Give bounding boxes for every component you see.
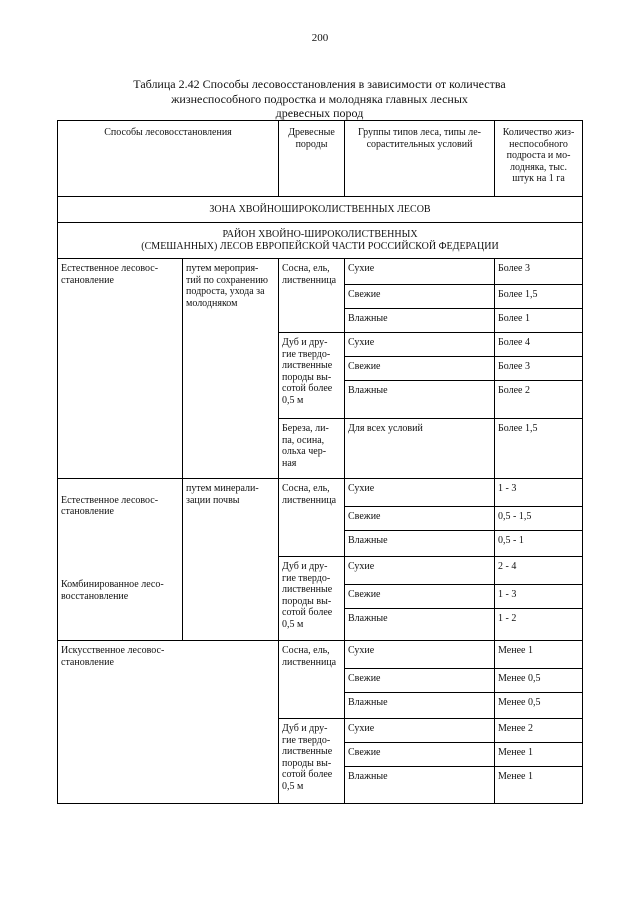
condition-cell: Влажные	[345, 309, 495, 333]
caption-line-3: древесных пород	[275, 106, 364, 120]
quantity-cell: Менее 0,5	[495, 693, 583, 719]
quantity-cell: Более 3	[495, 357, 583, 381]
condition-cell: Свежие	[345, 743, 495, 767]
table-caption	[57, 77, 582, 121]
species-cell: Сосна, ель, лиственница	[279, 479, 345, 557]
quantity-cell: Менее 1	[495, 743, 583, 767]
condition-cell: Сухие	[345, 557, 495, 585]
quantity-cell: Более 1	[495, 309, 583, 333]
quantity-cell: 0,5 - 1	[495, 531, 583, 557]
quantity-cell: Более 1,5	[495, 419, 583, 479]
method-cell	[58, 479, 183, 641]
technique-cell: путем минерали- зации почвы	[183, 479, 279, 641]
quantity-cell: 1 - 3	[495, 479, 583, 507]
quantity-cell: Менее 2	[495, 719, 583, 743]
header-method: Способы лесовосстановления	[58, 121, 279, 197]
species-cell: Сосна, ель, лиственница	[279, 259, 345, 333]
species-cell: Дуб и дру- гие твердо- лиственные породы вы- сотой более 0,5 м	[279, 719, 345, 804]
method-cell: Естественное лесовос- становление	[58, 259, 183, 479]
condition-cell: Свежие	[345, 507, 495, 531]
quantity-cell: Менее 0,5	[495, 669, 583, 693]
region-row	[58, 223, 583, 259]
header-row	[58, 121, 583, 197]
quantity-cell: Более 1,5	[495, 285, 583, 309]
condition-cell: Сухие	[345, 333, 495, 357]
technique-cell: путем мероприя- тий по сохранению подроста, ухода за молодняком	[183, 259, 279, 479]
condition-cell: Влажные	[345, 381, 495, 419]
quantity-cell: Более 2	[495, 381, 583, 419]
species-cell: Сосна, ель, лиственница	[279, 641, 345, 719]
caption-line-2: жизнеспособного подростка и молодняка главных лесных	[171, 91, 468, 106]
method-cell: Искусственное лесовос- становление	[58, 641, 279, 804]
reforestation-table	[57, 120, 583, 804]
species-cell: Береза, ли- па, осина, ольха чер- ная	[279, 419, 345, 479]
quantity-cell: Менее 1	[495, 767, 583, 804]
page-number: 200	[311, 32, 329, 44]
condition-cell: Сухие	[345, 719, 495, 743]
zone-title: ЗОНА ХВОЙНОШИРОКОЛИСТВЕННЫХ ЛЕСОВ	[58, 197, 583, 223]
condition-cell: Свежие	[345, 357, 495, 381]
species-cell: Дуб и дру- гие твердо- лиственные породы вы- сотой более 0,5 м	[279, 557, 345, 641]
condition-cell: Влажные	[345, 693, 495, 719]
condition-cell: Влажные	[345, 767, 495, 804]
condition-cell: Свежие	[345, 585, 495, 609]
species-cell: Дуб и дру- гие твердо- лиственные породы вы- сотой более 0,5 м	[279, 333, 345, 419]
quantity-cell: Более 3	[495, 259, 583, 285]
quantity-cell: 1 - 2	[495, 609, 583, 641]
quantity-cell: 0,5 - 1,5	[495, 507, 583, 531]
condition-cell: Влажные	[345, 609, 495, 641]
caption-line-1: Таблица 2.42 Способы лесовосстановления в зависимости от количества	[133, 77, 506, 91]
condition-cell: Свежие	[345, 285, 495, 309]
region-title: РАЙОН ХВОЙНО-ШИРОКОЛИСТВЕННЫХ (СМЕШАННЫХ) ЛЕСОВ ЕВРОПЕЙСКОЙ ЧАСТИ РОССИЙСКОЙ ФЕДЕРАЦИИ	[58, 223, 583, 259]
condition-cell: Сухие	[345, 479, 495, 507]
condition-cell: Для всех условий	[345, 419, 495, 479]
method-natural: Естественное лесовос- становление	[61, 494, 159, 518]
condition-cell: Сухие	[345, 641, 495, 669]
method-combined: Комбинированное лесо- восстановление	[61, 579, 164, 602]
header-quantity: Количество жиз- неспособного подроста и мо- лодняка, тыс. штук на 1 га	[495, 121, 583, 197]
condition-cell: Свежие	[345, 669, 495, 693]
table-row	[58, 259, 583, 285]
quantity-cell: 2 - 4	[495, 557, 583, 585]
quantity-cell: Более 4	[495, 333, 583, 357]
condition-cell: Влажные	[345, 531, 495, 557]
table-row	[58, 641, 583, 669]
zone-row	[58, 197, 583, 223]
condition-cell: Сухие	[345, 259, 495, 285]
quantity-cell: Менее 1	[495, 641, 583, 669]
header-species: Древесные породы	[279, 121, 345, 197]
quantity-cell: 1 - 3	[495, 585, 583, 609]
header-forest-types: Группы типов леса, типы ле- сорастительных условий	[345, 121, 495, 197]
table-row	[58, 479, 583, 507]
